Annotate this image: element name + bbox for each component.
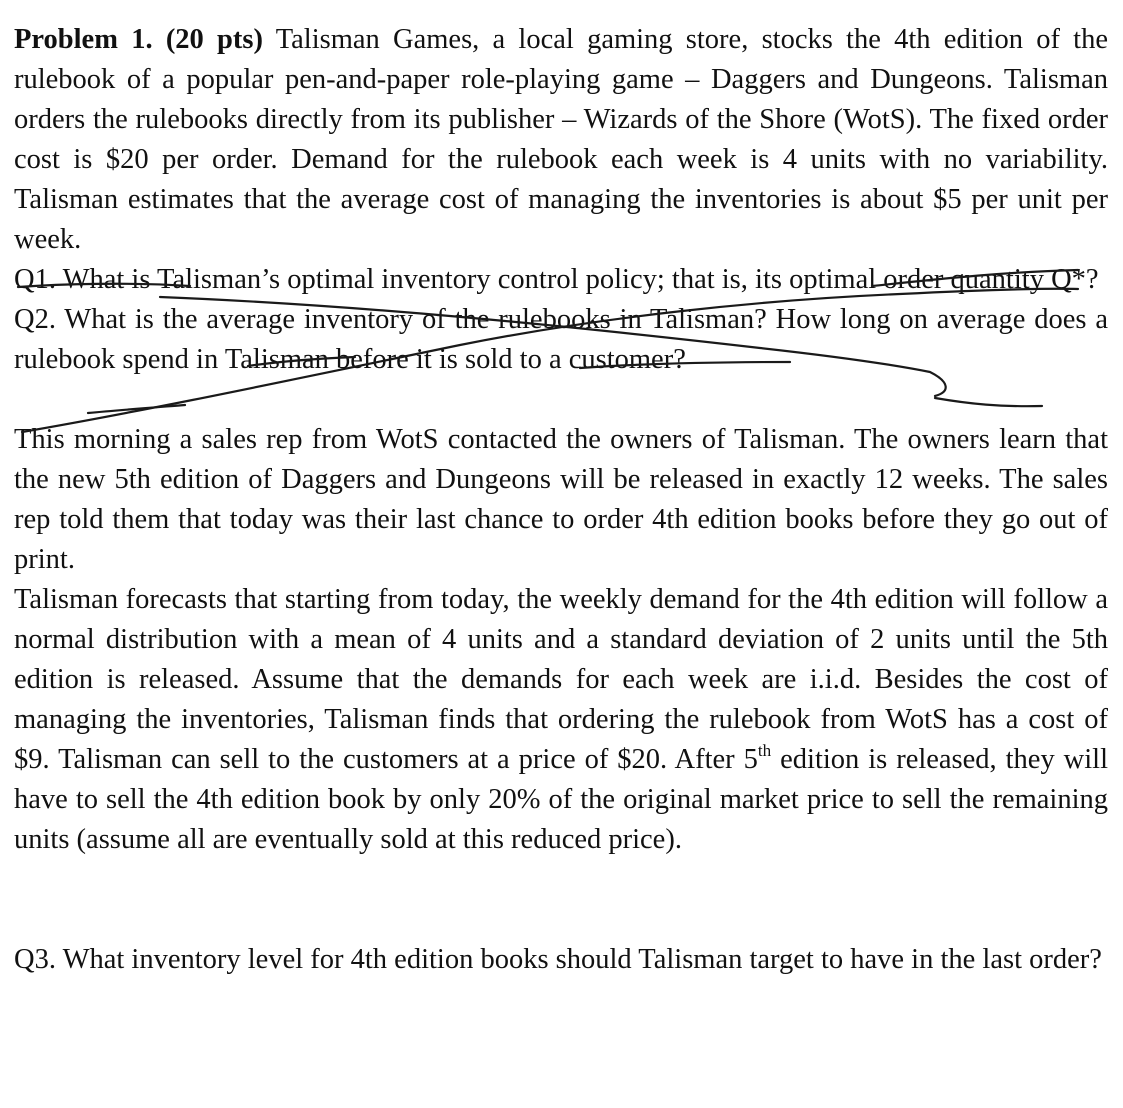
question-3: Q3. What inventory level for 4th edition books should Talisman target to have in the last order? <box>14 944 1102 975</box>
problem-heading: Problem 1. (20 pts) <box>14 24 263 55</box>
problem-document <box>14 20 1108 980</box>
question-1: Q1. What is Talisman’s optimal inventory control policy; that is, its optimal order quantity Q*? <box>14 264 1099 295</box>
problem-intro-text: Talisman Games, a local gaming store, stocks the 4th edition of the rulebook of a popular pen-and-paper role-playing game – Daggers and Dungeons. Talisman orders the rulebooks directly from its publisher – Wizards of the Shore (WotS). The fixed order cost is $20 per order. Demand for the rulebook each week is 4 units with no variability. Talisman estimates that the average cost of managing the inventories is about $5 per unit per week. <box>14 24 1108 255</box>
context-paragraph-1: This morning a sales rep from WotS contacted the owners of Talisman. The owners learn that the new 5th edition of Daggers and Dungeons will be released in exactly 12 weeks. The sales rep told them that today was their last chance to order 4th edition books before they go out of print. <box>14 424 1108 575</box>
question-2: Q2. What is the average inventory of the rulebooks in Talisman? How long on average does a rulebook spend in Talisman before it is sold to a customer? <box>14 304 1108 375</box>
context-paragraph-2-text-a: Talisman forecasts that starting from today, the weekly demand for the 4th edition will follow a normal distribution with a mean of 4 units and a standard deviation of 2 units until the 5th edition is released. Assume that the demands for each week are i.i.d. Besides the cost of managing the inventories, Talisman finds that ordering the rulebook from WotS has a cost of $9. Talisman can sell to the customers at a price of $20. After 5 <box>14 584 1108 775</box>
blank-space <box>14 860 1108 940</box>
problem-intro-paragraph <box>14 20 1108 260</box>
blank-line <box>14 380 1108 420</box>
context-paragraph-2-text-b: edition is released, they will have to sell the 4th edition book by only 20% of the original market price to sell the remaining units (assume all are eventually sold at this reduced price). <box>14 744 1108 855</box>
superscript-th: th <box>757 740 772 760</box>
context-paragraph-2 <box>14 580 1108 860</box>
